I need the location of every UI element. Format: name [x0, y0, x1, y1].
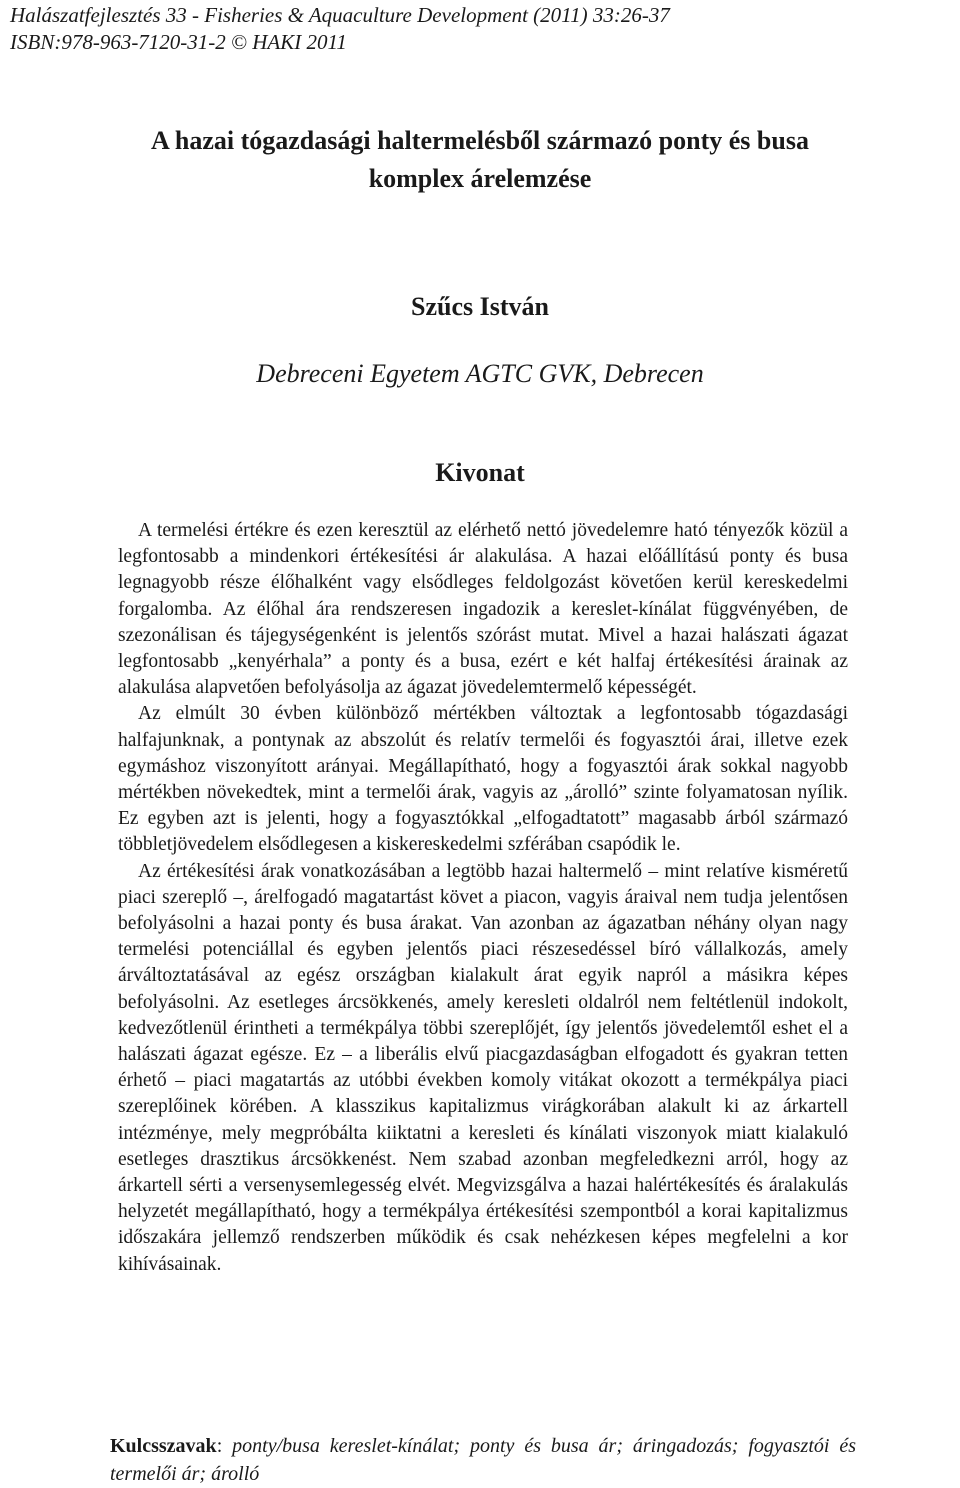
abstract-heading: Kivonat — [435, 458, 525, 487]
keywords-list: ponty/busa kereslet-kínálat; ponty és busa ár; áringadozás; fogyasztói és termelői ár; árolló — [110, 1435, 856, 1485]
abstract-paragraph-3: Az értékesítési árak vonatkozásában a legtöbb hazai haltermelő – mint relatíve kisméretű piaci szereplő –, árelfogadó magatartást követ a piacon, vagyis áraival nem tudja jelentősen befolyásolni a hazai ponty és busa árakat. Van azonban az ágazatban néhány olyan nagy termelési potenciállal és egyben jelentős piaci részesedéssel bíró vállalkozás, amely árváltoztatásával az egész országban kialakult árat egyik napról a másikra képes befolyásolni. Az esetleges árcsökkenés, amely keresleti oldalról nem feltétlenül indokolt, kedvezőtlenül érintheti a termékpálya többi szereplőjét, így jelentős jövedelemtől eshet el a halászati ágazat egésze. Ez – a liberális elvű piacgazdaságban elfogadott és gyakran tetten érhető – piaci magatartás az utóbbi években komoly vitákat okozott a termékpálya piaci szereplőinek körében. A klasszikus kapitalizmus virágkorában alakult ki az árkartell intézménye, mely megpróbálta kiiktatni a keresleti és kínálati viszonyok miatt kialakuló esetleges drasztikus árcsökkenést. Nem szabad azonban megfeledkezni arról, hogy az árkartell sérti a versenysemlegesség elvét. Megvizsgálva a hazai halértékesítés és áralakulás helyzetét megállapítható, hogy a termékpálya értékesítési szempontból a korai kapitalizmus időszakára jellemző rendszerben működik és csak nehézkesen képes megfelelni a kor kihívásainak. — [118, 860, 848, 1275]
abstract-body — [118, 518, 848, 1278]
paper-title-line-2: komplex árelemzése — [368, 164, 592, 193]
journal-citation: Halászatfejlesztés 33 - Fisheries & Aquaculture Development (2011) 33:26-37 — [10, 3, 670, 27]
abstract-paragraph-1: A termelési értékre és ezen keresztül az elérhető nettó jövedelemre ható tényezők közül a legfontosabb a mindenkori értékesítési ár alakulása. A hazai előállítású ponty és busa legnagyobb része élőhalként vagy elsődleges feldolgozást követően kerül kereskedelmi forgalomba. Az élőhal ára rendszeresen ingadozik a kereslet-kínálat függvényében, de szezonálisan és tájegységenként is jelentős szórást mutat. Mivel a hazai halászati ágazat legfontosabb „kenyérhala” a ponty és a busa, ezért e két halfaj értékesítési árainak az alakulása alapvetően befolyásolja az ágazat jövedelemtermelő képességét. — [118, 520, 848, 699]
author-affiliation: Debreceni Egyetem AGTC GVK, Debrecen — [256, 359, 704, 388]
keywords-separator: : — [216, 1435, 233, 1457]
paper-title-line-1: A hazai tógazdasági haltermelésből származó ponty és busa — [151, 126, 809, 155]
abstract-paragraph-2: Az elmúlt 30 évben különböző mértékben változtak a legfontosabb tógazdasági halfajunknak, a pontynak az abszolút és relatív termelői és fogyasztói árai, illetve ezek egymáshoz viszonyított arányai. Megállapítható, hogy a fogyasztói árak sokkal nagyobb mértékben növekedtek, mint a termelői árak, vagyis az „árolló” szinte folyamatosan nyílik. Ez egyben azt is jelenti, hogy a fogyasztókkal „elfogadtatott” magasabb árból származó többletjövedelem elsődlegesen a kiskereskedelmi szférában csapódik le. — [118, 703, 848, 856]
paper-title — [0, 122, 960, 198]
journal-header — [10, 2, 670, 56]
keywords — [110, 1432, 856, 1488]
author-name: Szűcs István — [411, 292, 549, 321]
keywords-label: Kulcsszavak — [110, 1435, 217, 1457]
isbn-line: ISBN:978-963-7120-31-2 © HAKI 2011 — [10, 30, 347, 54]
